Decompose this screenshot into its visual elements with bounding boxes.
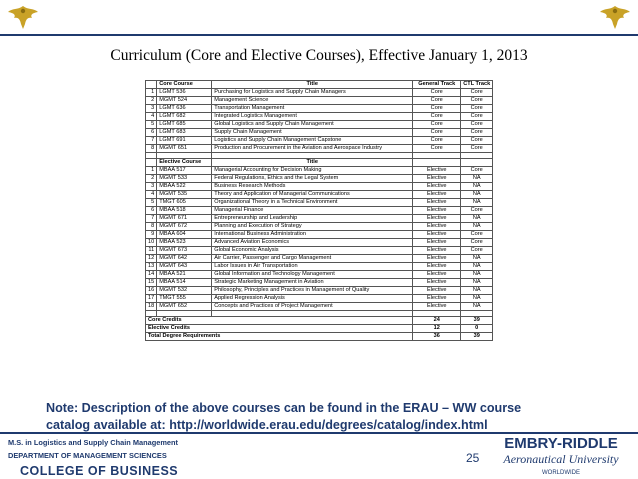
row-number-cell: 18 — [146, 303, 157, 311]
course-code-cell: LGMT 685 — [157, 121, 212, 129]
course-code-cell: LGMT 682 — [157, 113, 212, 121]
row-number-cell: 7 — [146, 137, 157, 145]
course-title-cell: Management Science — [212, 97, 413, 105]
general-track-cell: Elective — [413, 303, 461, 311]
header-band — [0, 0, 638, 34]
row-number-cell: 17 — [146, 295, 157, 303]
ctl-track-cell: Core — [461, 97, 493, 105]
row-number-cell: 13 — [146, 263, 157, 271]
ctl-track-cell: Core — [461, 121, 493, 129]
elective-course-row — [146, 199, 493, 207]
general-track-cell: Elective — [413, 255, 461, 263]
ctl-track-cell: NA — [461, 223, 493, 231]
core-course-row — [146, 89, 493, 97]
general-track-cell: Elective — [413, 239, 461, 247]
row-number-cell: 1 — [146, 89, 157, 97]
core-course-row — [146, 113, 493, 121]
core-course-row — [146, 145, 493, 153]
ctl-track-cell: NA — [461, 183, 493, 191]
title-header: Title — [212, 159, 413, 167]
slide-title: Curriculum (Core and Elective Courses), Effective January 1, 2013 — [110, 47, 528, 64]
core-course-row — [146, 97, 493, 105]
course-title-cell: Planning and Execution of Strategy — [212, 223, 413, 231]
elective-course-row — [146, 231, 493, 239]
note-line-1: Note: Description of the above courses can be found in the ERAU – WW course — [46, 401, 522, 415]
eagle-logo-icon — [6, 2, 40, 32]
general-track-cell: Elective — [413, 175, 461, 183]
eagle-logo-icon — [598, 2, 632, 32]
elective-course-row — [146, 239, 493, 247]
course-code-cell: MBAA 518 — [157, 207, 212, 215]
ctl-track-cell: NA — [461, 255, 493, 263]
program-name: M.S. in Logistics and Supply Chain Management — [8, 438, 179, 447]
credits-label-cell: Core Credits — [146, 317, 413, 325]
elective-course-header: Elective Course — [157, 159, 212, 167]
college-name: COLLEGE OF BUSINESS — [20, 464, 179, 478]
ctl-track-header: CTL Track — [461, 81, 493, 89]
course-title-cell: Applied Regression Analysis — [212, 295, 413, 303]
core-course-row — [146, 121, 493, 129]
credits-summary-row — [146, 325, 493, 333]
general-track-cell: Elective — [413, 191, 461, 199]
elective-course-row — [146, 247, 493, 255]
row-number-cell: 6 — [146, 207, 157, 215]
curriculum-table — [145, 80, 493, 341]
erau-logo — [488, 432, 634, 478]
course-title-cell: Advanced Aviation Economics — [212, 239, 413, 247]
elective-course-row — [146, 279, 493, 287]
course-title-cell: International Business Administration — [212, 231, 413, 239]
elective-course-row — [146, 223, 493, 231]
svg-text:EMBRY-RIDDLE: EMBRY-RIDDLE — [504, 435, 618, 452]
elective-course-row — [146, 191, 493, 199]
course-code-cell: MGMT 671 — [157, 215, 212, 223]
ctl-track-header — [461, 159, 493, 167]
ctl-credits-cell: 0 — [461, 325, 493, 333]
ctl-track-cell: NA — [461, 279, 493, 287]
course-title-cell: Theory and Application of Managerial Communications — [212, 191, 413, 199]
ctl-track-cell: NA — [461, 199, 493, 207]
row-number-cell: 7 — [146, 215, 157, 223]
ctl-track-cell: Core — [461, 105, 493, 113]
ctl-track-cell: Core — [461, 145, 493, 153]
course-title-cell: Business Research Methods — [212, 183, 413, 191]
course-code-cell: MBAA 517 — [157, 167, 212, 175]
row-number-cell: 10 — [146, 239, 157, 247]
elective-course-row — [146, 255, 493, 263]
course-title-cell: Entrepreneurship and Leadership — [212, 215, 413, 223]
svg-text:Aeronautical University: Aeronautical University — [503, 452, 619, 466]
row-number-cell: 14 — [146, 271, 157, 279]
general-track-cell: Elective — [413, 263, 461, 271]
general-credits-cell: 36 — [413, 333, 461, 341]
general-track-cell: Elective — [413, 247, 461, 255]
course-title-cell: Concepts and Practices of Project Management — [212, 303, 413, 311]
course-code-cell: MGMT 643 — [157, 263, 212, 271]
title-header: Title — [212, 81, 413, 89]
general-track-cell: Core — [413, 105, 461, 113]
general-track-cell: Elective — [413, 271, 461, 279]
course-title-cell: Purchasing for Logistics and Supply Chain Managers — [212, 89, 413, 97]
general-track-cell: Elective — [413, 295, 461, 303]
course-code-cell: MBAA 523 — [157, 239, 212, 247]
ctl-track-cell: NA — [461, 287, 493, 295]
course-code-cell: MGMT 652 — [157, 303, 212, 311]
course-code-cell: MGMT 672 — [157, 223, 212, 231]
row-number-cell: 2 — [146, 175, 157, 183]
general-track-cell: Elective — [413, 223, 461, 231]
general-track-cell: Core — [413, 137, 461, 145]
row-number-cell: 4 — [146, 191, 157, 199]
general-track-header — [413, 159, 461, 167]
row-number-cell: 8 — [146, 145, 157, 153]
course-code-cell: MBAA 604 — [157, 231, 212, 239]
course-code-cell: MBAA 522 — [157, 183, 212, 191]
row-number-cell — [146, 159, 157, 167]
general-track-header: General Track — [413, 81, 461, 89]
core-course-row — [146, 105, 493, 113]
course-code-cell: LGMT 683 — [157, 129, 212, 137]
ctl-track-cell: Core — [461, 167, 493, 175]
ctl-track-cell: NA — [461, 303, 493, 311]
row-number-cell: 8 — [146, 223, 157, 231]
general-track-cell: Core — [413, 121, 461, 129]
elective-header-row — [146, 159, 493, 167]
ctl-track-cell: Core — [461, 129, 493, 137]
course-code-cell: MBAA 521 — [157, 271, 212, 279]
general-track-cell: Elective — [413, 231, 461, 239]
course-title-cell: Supply Chain Management — [212, 129, 413, 137]
elective-course-row — [146, 215, 493, 223]
general-track-cell: Core — [413, 89, 461, 97]
elective-course-row — [146, 175, 493, 183]
row-number-cell: 9 — [146, 231, 157, 239]
elective-course-row — [146, 287, 493, 295]
course-code-cell: LGMT 691 — [157, 137, 212, 145]
ctl-track-cell: Core — [461, 89, 493, 97]
course-title-cell: Global Information and Technology Management — [212, 271, 413, 279]
note-line-2: catalog available at: http://worldwide.erau.edu/degrees/catalog/index.html — [46, 418, 488, 432]
course-code-cell: TMGT 605 — [157, 199, 212, 207]
course-code-cell: MGMT 651 — [157, 145, 212, 153]
department-name: DEPARTMENT OF MANAGEMENT SCIENCES — [8, 451, 167, 460]
course-title-cell: Labor Issues in Air Transportation — [212, 263, 413, 271]
course-title-cell: Managerial Accounting for Decision Making — [212, 167, 413, 175]
ctl-track-cell: NA — [461, 263, 493, 271]
credits-label-cell: Elective Credits — [146, 325, 413, 333]
ctl-track-cell: Core — [461, 239, 493, 247]
course-title-cell: Production and Procurement in the Aviation and Aerospace Industry — [212, 145, 413, 153]
course-title-cell: Global Logistics and Supply Chain Management — [212, 121, 413, 129]
course-title-cell: Organizational Theory in a Technical Environment — [212, 199, 413, 207]
credits-summary-row — [146, 333, 493, 341]
course-code-cell: MGMT 535 — [157, 191, 212, 199]
course-code-cell: MGMT 533 — [157, 175, 212, 183]
row-number-cell: 12 — [146, 255, 157, 263]
row-number-cell — [146, 81, 157, 89]
elective-course-row — [146, 207, 493, 215]
row-number-cell: 5 — [146, 121, 157, 129]
course-code-cell: LGMT 536 — [157, 89, 212, 97]
course-code-cell: MGMT 524 — [157, 97, 212, 105]
course-title-cell: Integrated Logistics Management — [212, 113, 413, 121]
credits-summary-row — [146, 317, 493, 325]
header-rule — [0, 34, 638, 36]
course-title-cell: Federal Regulations, Ethics and the Legal System — [212, 175, 413, 183]
row-number-cell: 15 — [146, 279, 157, 287]
course-code-cell: TMGT 555 — [157, 295, 212, 303]
course-code-cell: LGMT 636 — [157, 105, 212, 113]
course-title-cell: Managerial Finance — [212, 207, 413, 215]
course-code-cell: MGMT 673 — [157, 247, 212, 255]
row-number-cell: 2 — [146, 97, 157, 105]
row-number-cell: 1 — [146, 167, 157, 175]
row-number-cell: 3 — [146, 183, 157, 191]
elective-course-row — [146, 303, 493, 311]
course-title-cell: Global Economic Analysis — [212, 247, 413, 255]
row-number-cell: 11 — [146, 247, 157, 255]
ctl-track-cell: NA — [461, 295, 493, 303]
ctl-credits-cell: 39 — [461, 333, 493, 341]
general-track-cell: Elective — [413, 199, 461, 207]
core-course-row — [146, 137, 493, 145]
elective-course-row — [146, 183, 493, 191]
course-code-cell: MGMT 532 — [157, 287, 212, 295]
general-track-cell: Elective — [413, 215, 461, 223]
general-track-cell: Elective — [413, 183, 461, 191]
row-number-cell: 16 — [146, 287, 157, 295]
course-code-cell: MBAA 514 — [157, 279, 212, 287]
general-credits-cell: 24 — [413, 317, 461, 325]
general-track-cell: Elective — [413, 167, 461, 175]
ctl-track-cell: Core — [461, 207, 493, 215]
course-title-cell: Air Carrier, Passenger and Cargo Management — [212, 255, 413, 263]
catalog-note — [46, 400, 606, 434]
page-number: 25 — [466, 451, 480, 465]
svg-text:WORLDWIDE: WORLDWIDE — [542, 470, 580, 476]
credits-label-cell: Total Degree Requirements — [146, 333, 413, 341]
ctl-track-cell: Core — [461, 113, 493, 121]
row-number-cell: 3 — [146, 105, 157, 113]
ctl-track-cell: NA — [461, 271, 493, 279]
row-number-cell: 6 — [146, 129, 157, 137]
course-title-cell: Strategic Marketing Management in Aviation — [212, 279, 413, 287]
general-track-cell: Core — [413, 113, 461, 121]
elective-course-row — [146, 295, 493, 303]
core-header-row — [146, 81, 493, 89]
ctl-track-cell: NA — [461, 191, 493, 199]
course-title-cell: Philosophy, Principles and Practices in Management of Quality — [212, 287, 413, 295]
general-track-cell: Core — [413, 97, 461, 105]
elective-course-row — [146, 271, 493, 279]
core-course-row — [146, 129, 493, 137]
general-credits-cell: 12 — [413, 325, 461, 333]
ctl-credits-cell: 39 — [461, 317, 493, 325]
general-track-cell: Elective — [413, 279, 461, 287]
general-track-cell: Elective — [413, 207, 461, 215]
course-title-cell: Transportation Management — [212, 105, 413, 113]
ctl-track-cell: Core — [461, 137, 493, 145]
ctl-track-cell: NA — [461, 175, 493, 183]
course-title-cell: Logistics and Supply Chain Management Capstone — [212, 137, 413, 145]
general-track-cell: Core — [413, 145, 461, 153]
ctl-track-cell: Core — [461, 247, 493, 255]
elective-course-row — [146, 167, 493, 175]
elective-course-row — [146, 263, 493, 271]
course-code-cell: MGMT 642 — [157, 255, 212, 263]
row-number-cell: 4 — [146, 113, 157, 121]
general-track-cell: Elective — [413, 287, 461, 295]
ctl-track-cell: NA — [461, 215, 493, 223]
core-course-header: Core Course — [157, 81, 212, 89]
ctl-track-cell: Core — [461, 231, 493, 239]
row-number-cell: 5 — [146, 199, 157, 207]
general-track-cell: Core — [413, 129, 461, 137]
